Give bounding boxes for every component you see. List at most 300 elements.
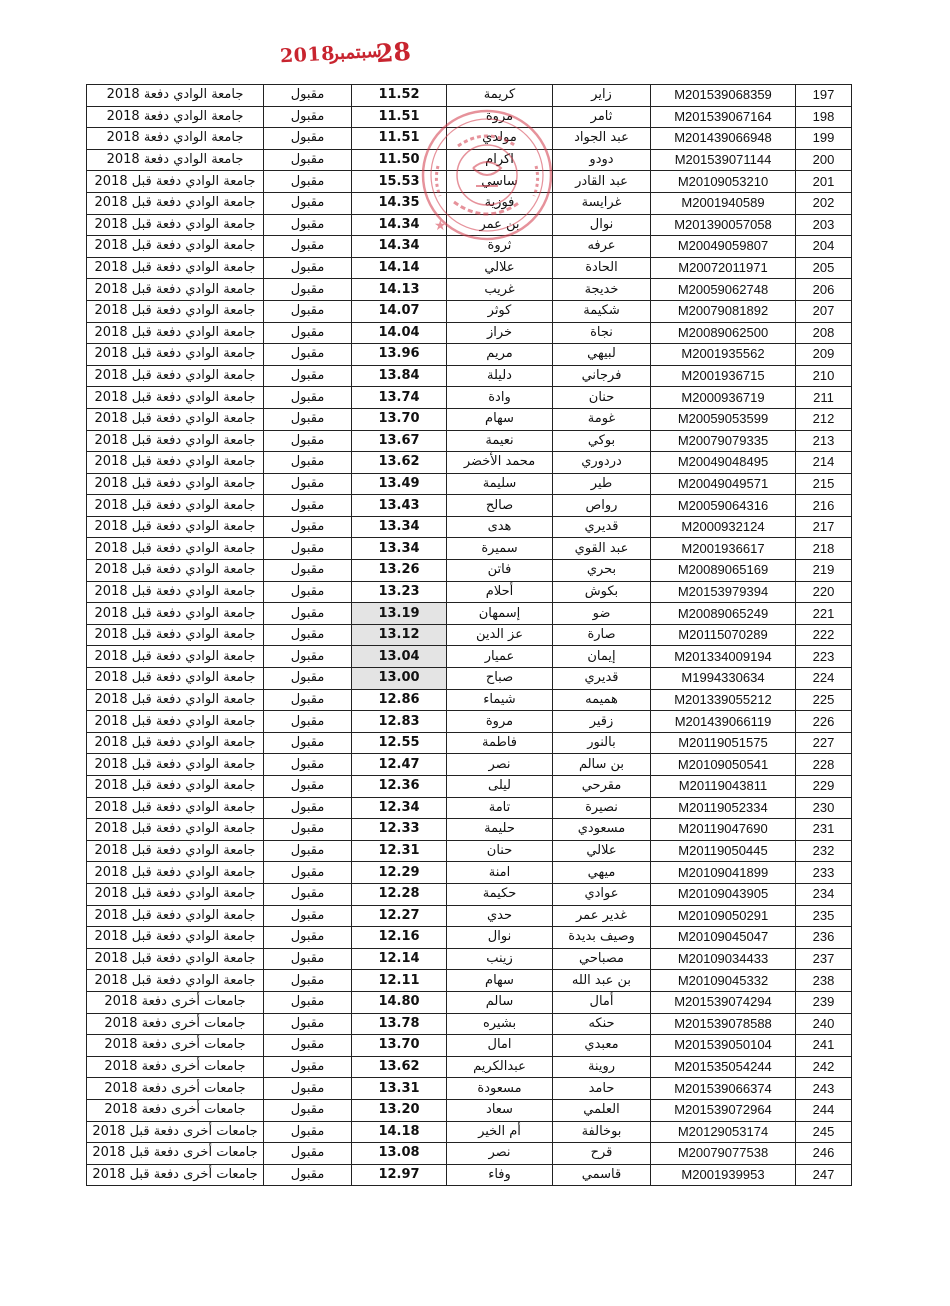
table-row: [87, 948, 852, 970]
first-name-cell: مولدي: [447, 128, 553, 150]
last-name-cell: لبيهي: [553, 344, 651, 366]
registration-number-cell: M2001936617: [651, 538, 796, 560]
university-cell: جامعة الوادي دفعة قبل 2018: [87, 862, 264, 884]
grade-cell: 13.74: [352, 387, 447, 409]
registration-number-cell: M20049048495: [651, 452, 796, 474]
university-cell: جامعة الوادي دفعة 2018: [87, 149, 264, 171]
row-number-cell: 241: [796, 1035, 852, 1057]
row-number-cell: 206: [796, 279, 852, 301]
last-name-cell: مصباحي: [553, 948, 651, 970]
first-name-cell: وفاء: [447, 1164, 553, 1186]
grade-cell: 13.04: [352, 646, 447, 668]
university-cell: جامعة الوادي دفعة قبل 2018: [87, 538, 264, 560]
status-cell: مقبول: [264, 754, 352, 776]
last-name-cell: ميهي: [553, 862, 651, 884]
grade-cell: 14.04: [352, 322, 447, 344]
first-name-cell: اكرام: [447, 149, 553, 171]
registration-number-cell: M20109045332: [651, 970, 796, 992]
table-row: [87, 797, 852, 819]
status-cell: مقبول: [264, 408, 352, 430]
university-cell: جامعة الوادي دفعة قبل 2018: [87, 495, 264, 517]
last-name-cell: الحادة: [553, 257, 651, 279]
first-name-cell: امنة: [447, 862, 553, 884]
table-row: [87, 1099, 852, 1121]
grade-cell: 12.27: [352, 905, 447, 927]
row-number-cell: 232: [796, 840, 852, 862]
table-row: [87, 560, 852, 582]
table-row: [87, 754, 852, 776]
grade-cell: 11.52: [352, 85, 447, 107]
university-cell: جامعة الوادي دفعة قبل 2018: [87, 948, 264, 970]
row-number-cell: 229: [796, 776, 852, 798]
university-cell: جامعة الوادي دفعة قبل 2018: [87, 646, 264, 668]
university-cell: جامعة الوادي دفعة قبل 2018: [87, 668, 264, 690]
status-cell: مقبول: [264, 1056, 352, 1078]
grade-cell: 12.36: [352, 776, 447, 798]
grade-cell: 13.08: [352, 1143, 447, 1165]
first-name-cell: مروة: [447, 106, 553, 128]
grade-cell: 13.84: [352, 365, 447, 387]
university-cell: جامعات أخرى دفعة 2018: [87, 991, 264, 1013]
grade-cell: 13.96: [352, 344, 447, 366]
university-cell: جامعات أخرى دفعة 2018: [87, 1078, 264, 1100]
first-name-cell: كوثر: [447, 300, 553, 322]
status-cell: مقبول: [264, 1035, 352, 1057]
grade-cell: 13.34: [352, 516, 447, 538]
row-number-cell: 239: [796, 991, 852, 1013]
grade-cell: 12.83: [352, 711, 447, 733]
table-row: [87, 883, 852, 905]
table-row: [87, 819, 852, 841]
first-name-cell: عبدالكريم: [447, 1056, 553, 1078]
university-cell: جامعة الوادي دفعة قبل 2018: [87, 279, 264, 301]
registration-number-cell: M20059053599: [651, 408, 796, 430]
grade-cell: 13.23: [352, 581, 447, 603]
first-name-cell: هدى: [447, 516, 553, 538]
table-row: [87, 236, 852, 258]
row-number-cell: 217: [796, 516, 852, 538]
grade-cell: 13.34: [352, 538, 447, 560]
university-cell: جامعة الوادي دفعة قبل 2018: [87, 732, 264, 754]
registration-number-cell: M20109041899: [651, 862, 796, 884]
table-row: [87, 149, 852, 171]
first-name-cell: بشيره: [447, 1013, 553, 1035]
first-name-cell: عميار: [447, 646, 553, 668]
grade-cell: 14.07: [352, 300, 447, 322]
row-number-cell: 244: [796, 1099, 852, 1121]
grade-cell: 12.14: [352, 948, 447, 970]
last-name-cell: زقير: [553, 711, 651, 733]
first-name-cell: فاتن: [447, 560, 553, 582]
registration-number-cell: M20119052334: [651, 797, 796, 819]
last-name-cell: حنكه: [553, 1013, 651, 1035]
table-row: [87, 711, 852, 733]
table-row: [87, 516, 852, 538]
row-number-cell: 215: [796, 473, 852, 495]
grade-cell: 12.16: [352, 927, 447, 949]
table-row: [87, 668, 852, 690]
status-cell: مقبول: [264, 927, 352, 949]
last-name-cell: بن سالم: [553, 754, 651, 776]
table-row: [87, 970, 852, 992]
row-number-cell: 197: [796, 85, 852, 107]
last-name-cell: نصيرة: [553, 797, 651, 819]
grade-cell: 12.29: [352, 862, 447, 884]
first-name-cell: زينب: [447, 948, 553, 970]
registration-number-cell: M201334009194: [651, 646, 796, 668]
last-name-cell: قرح: [553, 1143, 651, 1165]
row-number-cell: 202: [796, 192, 852, 214]
grade-cell: 13.67: [352, 430, 447, 452]
university-cell: جامعة الوادي دفعة قبل 2018: [87, 840, 264, 862]
status-cell: مقبول: [264, 646, 352, 668]
university-cell: جامعة الوادي دفعة قبل 2018: [87, 408, 264, 430]
row-number-cell: 247: [796, 1164, 852, 1186]
table-row: [87, 106, 852, 128]
university-cell: جامعة الوادي دفعة قبل 2018: [87, 754, 264, 776]
last-name-cell: عوادي: [553, 883, 651, 905]
row-number-cell: 212: [796, 408, 852, 430]
table-row: [87, 85, 852, 107]
registration-number-cell: M20109043905: [651, 883, 796, 905]
row-number-cell: 223: [796, 646, 852, 668]
university-cell: جامعة الوادي دفعة 2018: [87, 85, 264, 107]
first-name-cell: مسعودة: [447, 1078, 553, 1100]
last-name-cell: طير: [553, 473, 651, 495]
registration-number-cell: M201539078588: [651, 1013, 796, 1035]
grade-cell: 11.51: [352, 106, 447, 128]
university-cell: جامعة الوادي دفعة قبل 2018: [87, 300, 264, 322]
registration-number-cell: M20129053174: [651, 1121, 796, 1143]
row-number-cell: 236: [796, 927, 852, 949]
university-cell: جامعة الوادي دفعة قبل 2018: [87, 711, 264, 733]
grade-cell: 12.11: [352, 970, 447, 992]
last-name-cell: ثامر: [553, 106, 651, 128]
row-number-cell: 210: [796, 365, 852, 387]
university-cell: جامعة الوادي دفعة قبل 2018: [87, 819, 264, 841]
row-number-cell: 211: [796, 387, 852, 409]
registration-number-cell: M20089062500: [651, 322, 796, 344]
first-name-cell: مروة: [447, 711, 553, 733]
row-number-cell: 234: [796, 883, 852, 905]
registration-number-cell: M20109050541: [651, 754, 796, 776]
row-number-cell: 224: [796, 668, 852, 690]
first-name-cell: نوال: [447, 927, 553, 949]
last-name-cell: قاسمي: [553, 1164, 651, 1186]
university-cell: جامعة الوادي دفعة قبل 2018: [87, 344, 264, 366]
last-name-cell: فرجاني: [553, 365, 651, 387]
last-name-cell: خديجة: [553, 279, 651, 301]
last-name-cell: نجاة: [553, 322, 651, 344]
university-cell: جامعة الوادي دفعة قبل 2018: [87, 387, 264, 409]
last-name-cell: بالنور: [553, 732, 651, 754]
first-name-cell: سالم: [447, 991, 553, 1013]
status-cell: مقبول: [264, 236, 352, 258]
status-cell: مقبول: [264, 171, 352, 193]
last-name-cell: نوال: [553, 214, 651, 236]
first-name-cell: امال: [447, 1035, 553, 1057]
row-number-cell: 219: [796, 560, 852, 582]
registration-number-cell: M20115070289: [651, 624, 796, 646]
university-cell: جامعات أخرى دفعة قبل 2018: [87, 1164, 264, 1186]
grade-cell: 14.34: [352, 236, 447, 258]
status-cell: مقبول: [264, 1143, 352, 1165]
first-name-cell: غريب: [447, 279, 553, 301]
last-name-cell: عبد الجواد: [553, 128, 651, 150]
status-cell: مقبول: [264, 322, 352, 344]
university-cell: جامعة الوادي دفعة قبل 2018: [87, 776, 264, 798]
university-cell: جامعات أخرى دفعة 2018: [87, 1056, 264, 1078]
last-name-cell: زاير: [553, 85, 651, 107]
row-number-cell: 209: [796, 344, 852, 366]
registration-number-cell: M2001936715: [651, 365, 796, 387]
registration-number-cell: M20059064316: [651, 495, 796, 517]
last-name-cell: أمال: [553, 991, 651, 1013]
first-name-cell: شيماء: [447, 689, 553, 711]
registration-number-cell: M201539066374: [651, 1078, 796, 1100]
registration-number-cell: M201539068359: [651, 85, 796, 107]
first-name-cell: سهام: [447, 970, 553, 992]
registration-number-cell: M1994330634: [651, 668, 796, 690]
university-cell: جامعات أخرى دفعة 2018: [87, 1035, 264, 1057]
university-cell: جامعة الوادي دفعة 2018: [87, 128, 264, 150]
row-number-cell: 200: [796, 149, 852, 171]
first-name-cell: صباح: [447, 668, 553, 690]
last-name-cell: مسعودي: [553, 819, 651, 841]
registration-number-cell: M2001939953: [651, 1164, 796, 1186]
status-cell: مقبول: [264, 970, 352, 992]
status-cell: مقبول: [264, 840, 352, 862]
registration-number-cell: M20059062748: [651, 279, 796, 301]
table-row: [87, 1121, 852, 1143]
university-cell: جامعة الوادي دفعة قبل 2018: [87, 473, 264, 495]
grade-cell: 12.55: [352, 732, 447, 754]
row-number-cell: 201: [796, 171, 852, 193]
grade-cell: 13.70: [352, 408, 447, 430]
registration-number-cell: M20119050445: [651, 840, 796, 862]
last-name-cell: صارة: [553, 624, 651, 646]
grade-cell: 12.97: [352, 1164, 447, 1186]
last-name-cell: عبد القوي: [553, 538, 651, 560]
first-name-cell: ساسي: [447, 171, 553, 193]
status-cell: مقبول: [264, 344, 352, 366]
status-cell: مقبول: [264, 1013, 352, 1035]
status-cell: مقبول: [264, 776, 352, 798]
first-name-cell: ليلى: [447, 776, 553, 798]
registration-number-cell: M201535054244: [651, 1056, 796, 1078]
last-name-cell: عبد القادر: [553, 171, 651, 193]
grade-cell: 14.13: [352, 279, 447, 301]
table-body: [87, 85, 852, 1186]
row-number-cell: 222: [796, 624, 852, 646]
row-number-cell: 237: [796, 948, 852, 970]
university-cell: جامعة الوادي دفعة قبل 2018: [87, 883, 264, 905]
first-name-cell: علالي: [447, 257, 553, 279]
first-name-cell: سميرة: [447, 538, 553, 560]
table-row: [87, 408, 852, 430]
grade-cell: 13.20: [352, 1099, 447, 1121]
grade-cell: 15.53: [352, 171, 447, 193]
registration-number-cell: M20079079335: [651, 430, 796, 452]
first-name-cell: حليمة: [447, 819, 553, 841]
first-name-cell: كريمة: [447, 85, 553, 107]
status-cell: مقبول: [264, 560, 352, 582]
university-cell: جامعة الوادي دفعة قبل 2018: [87, 192, 264, 214]
table-row: [87, 257, 852, 279]
status-cell: مقبول: [264, 452, 352, 474]
last-name-cell: مقرحي: [553, 776, 651, 798]
status-cell: مقبول: [264, 430, 352, 452]
row-number-cell: 245: [796, 1121, 852, 1143]
registration-number-cell: M20072011971: [651, 257, 796, 279]
status-cell: مقبول: [264, 732, 352, 754]
first-name-cell: إسمهان: [447, 603, 553, 625]
date-stamp-month: سبتمبر: [329, 40, 383, 65]
last-name-cell: حامد: [553, 1078, 651, 1100]
registration-number-cell: M20079077538: [651, 1143, 796, 1165]
registration-number-cell: M20049059807: [651, 236, 796, 258]
row-number-cell: 221: [796, 603, 852, 625]
university-cell: جامعات أخرى دفعة قبل 2018: [87, 1143, 264, 1165]
last-name-cell: بن عبد الله: [553, 970, 651, 992]
grade-cell: 14.34: [352, 214, 447, 236]
row-number-cell: 226: [796, 711, 852, 733]
university-cell: جامعة الوادي دفعة قبل 2018: [87, 516, 264, 538]
grade-cell: 11.51: [352, 128, 447, 150]
university-cell: جامعة الوادي دفعة قبل 2018: [87, 624, 264, 646]
registration-number-cell: M20119043811: [651, 776, 796, 798]
status-cell: مقبول: [264, 1078, 352, 1100]
status-cell: مقبول: [264, 819, 352, 841]
row-number-cell: 207: [796, 300, 852, 322]
date-stamp-day: 28: [375, 36, 412, 69]
first-name-cell: نصر: [447, 1143, 553, 1165]
table-row: [87, 646, 852, 668]
last-name-cell: دردوري: [553, 452, 651, 474]
last-name-cell: معبدي: [553, 1035, 651, 1057]
grade-cell: 13.31: [352, 1078, 447, 1100]
status-cell: مقبول: [264, 192, 352, 214]
last-name-cell: قديري: [553, 516, 651, 538]
table-row: [87, 452, 852, 474]
row-number-cell: 204: [796, 236, 852, 258]
last-name-cell: بوخالفة: [553, 1121, 651, 1143]
grade-cell: 11.50: [352, 149, 447, 171]
last-name-cell: هميمه: [553, 689, 651, 711]
grade-cell: 14.18: [352, 1121, 447, 1143]
university-cell: جامعة الوادي دفعة قبل 2018: [87, 236, 264, 258]
status-cell: مقبول: [264, 883, 352, 905]
grade-cell: 13.00: [352, 668, 447, 690]
university-cell: جامعة الوادي دفعة قبل 2018: [87, 603, 264, 625]
row-number-cell: 242: [796, 1056, 852, 1078]
row-number-cell: 243: [796, 1078, 852, 1100]
first-name-cell: بن عمر: [447, 214, 553, 236]
registration-number-cell: M20079081892: [651, 300, 796, 322]
last-name-cell: بكوش: [553, 581, 651, 603]
table-row: [87, 1056, 852, 1078]
university-cell: جامعة الوادي دفعة قبل 2018: [87, 171, 264, 193]
row-number-cell: 230: [796, 797, 852, 819]
first-name-cell: محمد الأخضر: [447, 452, 553, 474]
table-row: [87, 1143, 852, 1165]
last-name-cell: غدير عمر: [553, 905, 651, 927]
last-name-cell: وصيف بديدة: [553, 927, 651, 949]
status-cell: مقبول: [264, 257, 352, 279]
status-cell: مقبول: [264, 149, 352, 171]
table-row: [87, 538, 852, 560]
table-row: [87, 1013, 852, 1035]
grade-cell: 12.47: [352, 754, 447, 776]
last-name-cell: رواص: [553, 495, 651, 517]
row-number-cell: 213: [796, 430, 852, 452]
first-name-cell: فوزية: [447, 192, 553, 214]
grade-cell: 14.35: [352, 192, 447, 214]
table-row: [87, 862, 852, 884]
table-row: [87, 1164, 852, 1186]
first-name-cell: نعيمة: [447, 430, 553, 452]
row-number-cell: 235: [796, 905, 852, 927]
table-row: [87, 300, 852, 322]
first-name-cell: أحلام: [447, 581, 553, 603]
first-name-cell: وادة: [447, 387, 553, 409]
status-cell: مقبول: [264, 495, 352, 517]
registration-number-cell: M2001935562: [651, 344, 796, 366]
row-number-cell: 231: [796, 819, 852, 841]
status-cell: مقبول: [264, 689, 352, 711]
first-name-cell: عز الدين: [447, 624, 553, 646]
table-row: [87, 603, 852, 625]
status-cell: مقبول: [264, 128, 352, 150]
registration-number-cell: M201390057058: [651, 214, 796, 236]
status-cell: مقبول: [264, 624, 352, 646]
status-cell: مقبول: [264, 516, 352, 538]
row-number-cell: 214: [796, 452, 852, 474]
university-cell: جامعة الوادي دفعة قبل 2018: [87, 927, 264, 949]
first-name-cell: حدي: [447, 905, 553, 927]
status-cell: مقبول: [264, 85, 352, 107]
university-cell: جامعة الوادي دفعة قبل 2018: [87, 322, 264, 344]
last-name-cell: شكيمة: [553, 300, 651, 322]
university-cell: جامعات أخرى دفعة 2018: [87, 1013, 264, 1035]
table-row: [87, 495, 852, 517]
row-number-cell: 198: [796, 106, 852, 128]
status-cell: مقبول: [264, 538, 352, 560]
last-name-cell: بحري: [553, 560, 651, 582]
last-name-cell: روينة: [553, 1056, 651, 1078]
table-row: [87, 128, 852, 150]
grade-cell: 13.70: [352, 1035, 447, 1057]
row-number-cell: 233: [796, 862, 852, 884]
registration-number-cell: M20089065249: [651, 603, 796, 625]
row-number-cell: 228: [796, 754, 852, 776]
table-row: [87, 1078, 852, 1100]
first-name-cell: دليلة: [447, 365, 553, 387]
first-name-cell: أم الخير: [447, 1121, 553, 1143]
status-cell: مقبول: [264, 797, 352, 819]
date-stamp-year: 2018: [279, 42, 336, 68]
status-cell: مقبول: [264, 1164, 352, 1186]
first-name-cell: صالح: [447, 495, 553, 517]
status-cell: مقبول: [264, 279, 352, 301]
date-stamp: [278, 36, 412, 78]
table-row: [87, 581, 852, 603]
first-name-cell: سهام: [447, 408, 553, 430]
status-cell: مقبول: [264, 905, 352, 927]
status-cell: مقبول: [264, 581, 352, 603]
status-cell: مقبول: [264, 300, 352, 322]
row-number-cell: 240: [796, 1013, 852, 1035]
